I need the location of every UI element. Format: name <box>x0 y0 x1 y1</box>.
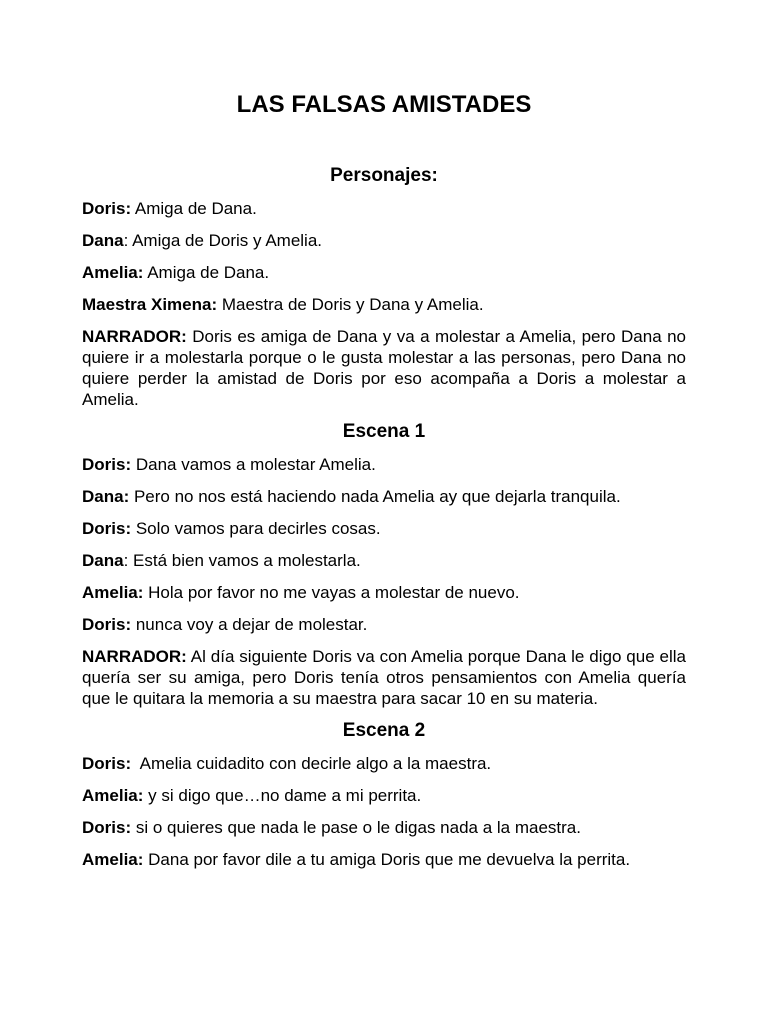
dialogue-line <box>82 785 686 806</box>
line-text: nunca voy a dejar de molestar. <box>131 615 368 634</box>
dialogue-line <box>82 550 686 571</box>
document-title: LAS FALSAS AMISTADES <box>236 91 532 118</box>
line-text: Dana por favor dile a tu amiga Doris que me devuelva la perrita. <box>143 850 631 869</box>
line-text: Solo vamos para decirles cosas. <box>131 519 381 538</box>
line-text: Doris es amiga de Dana y va a molestar a Amelia, pero Dana no quiere ir a molestarla porque o le gusta molestar a las personas, pero Dana no quiere perder la amistad de Doris por eso acompaña a Doris a molestar a Amelia. <box>82 327 686 409</box>
speaker-name: NARRADOR: <box>82 327 187 346</box>
speaker-name: Doris: <box>82 818 132 837</box>
dialogue-line <box>82 817 686 838</box>
speaker-name: Amelia: <box>82 263 144 282</box>
characters-heading: Personajes: <box>330 165 438 186</box>
line-text: Amiga de Doris y Amelia. <box>128 231 323 250</box>
character-line <box>82 198 686 219</box>
dialogue-line <box>82 486 686 507</box>
line-text: Amelia cuidadito con decirle algo a la maestra. <box>131 754 492 773</box>
line-text: Amiga de Dana. <box>131 199 257 218</box>
speaker-name: Doris: <box>82 615 132 634</box>
line-text: Amiga de Dana. <box>143 263 270 282</box>
dialogue-line <box>82 454 686 475</box>
character-line <box>82 230 686 251</box>
speaker-name: NARRADOR: <box>82 647 187 666</box>
speaker-name: Amelia: <box>82 786 144 805</box>
narrator-paragraph <box>82 326 686 410</box>
scene-1-heading: Escena 1 <box>342 421 426 442</box>
dialogue-line <box>82 518 686 539</box>
narrator-paragraph <box>82 646 686 709</box>
speaker-name: Doris: <box>82 199 132 218</box>
dialogue-line <box>82 753 686 774</box>
speaker-name: Dana <box>82 231 124 250</box>
speaker-name: Amelia: <box>82 850 144 869</box>
line-text: Maestra de Doris y Dana y Amelia. <box>217 295 484 314</box>
document-page <box>82 90 686 881</box>
line-text: y si digo que…no dame a mi perrita. <box>143 786 422 805</box>
character-line <box>82 262 686 283</box>
speaker-name: Doris: <box>82 455 132 474</box>
character-line <box>82 294 686 315</box>
speaker-name: Doris: <box>82 519 132 538</box>
speaker-name: Dana: <box>82 487 130 506</box>
speaker-name: Amelia: <box>82 583 144 602</box>
dialogue-line <box>82 582 686 603</box>
line-text: Al día siguiente Doris va con Amelia porque Dana le digo que ella quería ser su amiga, pero Doris tenía otros pensamientos con Amelia quería que le quitara la memoria a su maestra para sacar 10 en su materia. <box>82 647 686 708</box>
speaker-name: Maestra Ximena: <box>82 295 218 314</box>
speaker-name: Dana <box>82 551 124 570</box>
line-text: Está bien vamos a molestarla. <box>128 551 361 570</box>
speaker-separator: : <box>123 551 129 570</box>
line-text: Pero no nos está haciendo nada Amelia ay que dejarla tranquila. <box>129 487 621 506</box>
dialogue-line <box>82 849 686 870</box>
speaker-separator: : <box>123 231 129 250</box>
line-text: Dana vamos a molestar Amelia. <box>131 455 376 474</box>
line-text: Hola por favor no me vayas a molestar de nuevo. <box>143 583 520 602</box>
line-text: si o quieres que nada le pase o le digas nada a la maestra. <box>131 818 581 837</box>
speaker-name: Doris: <box>82 754 132 773</box>
dialogue-line <box>82 614 686 635</box>
scene-2-heading: Escena 2 <box>342 720 426 741</box>
